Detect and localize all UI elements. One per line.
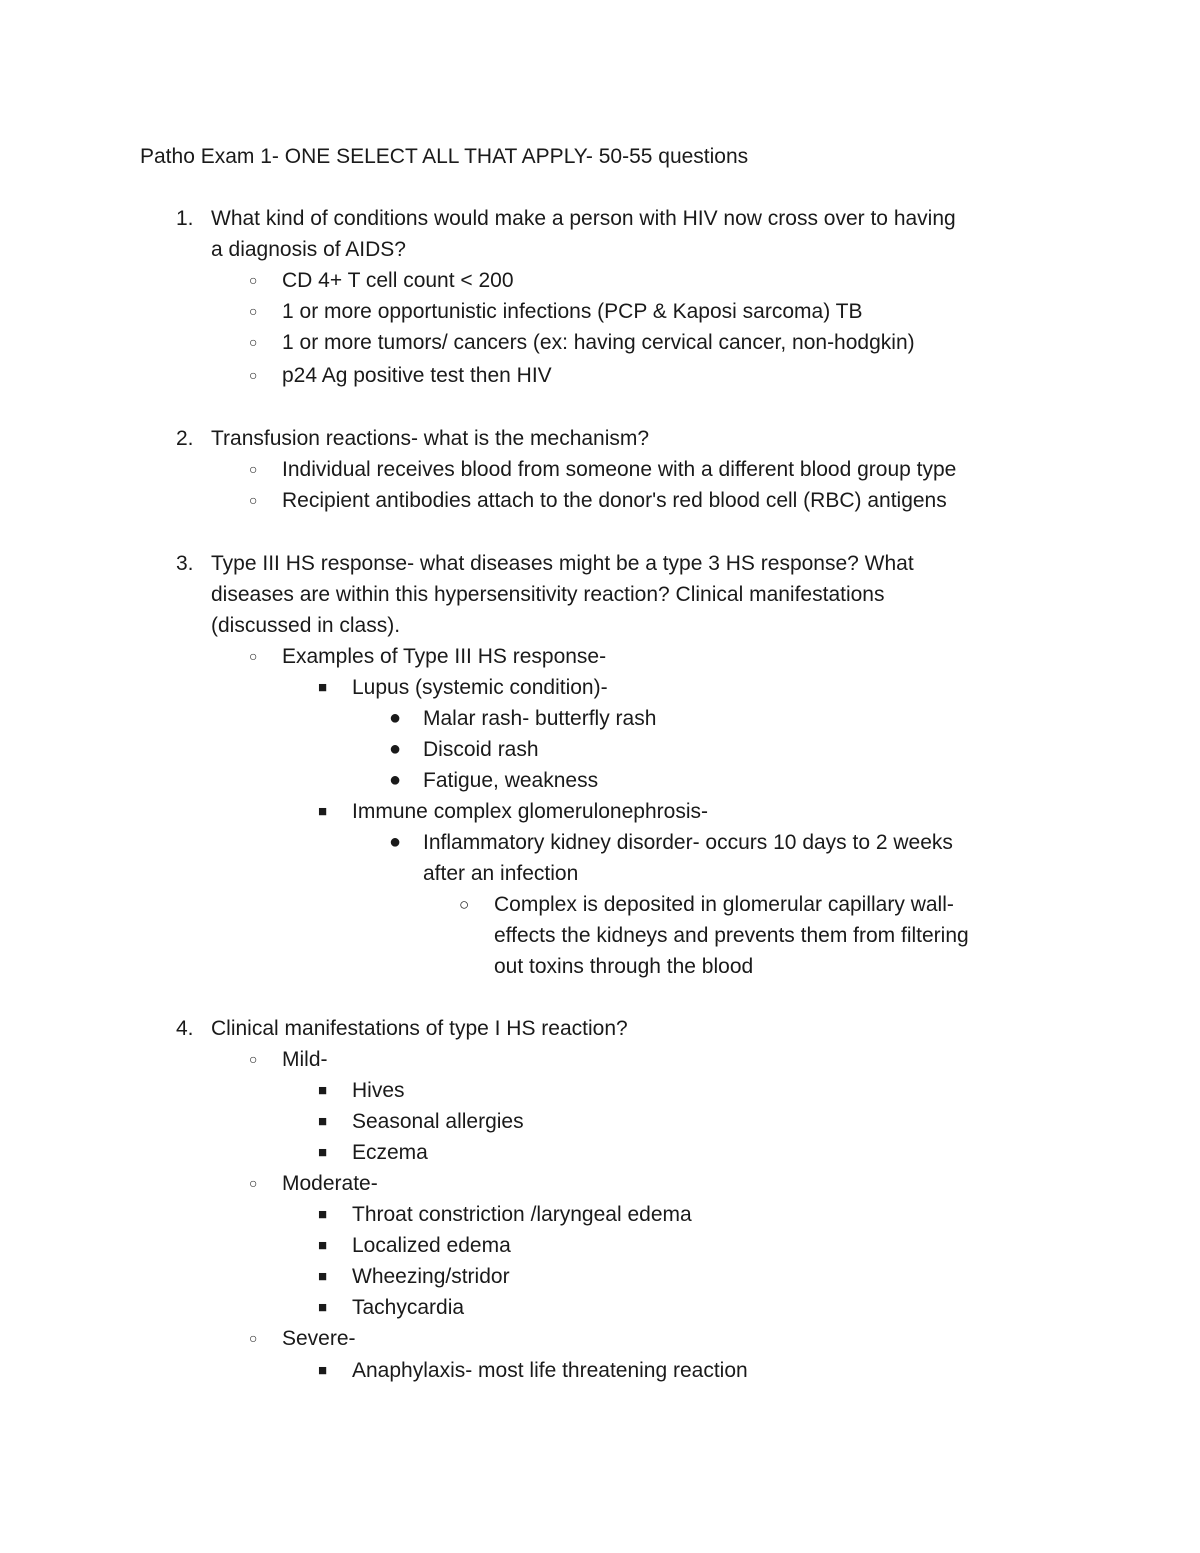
question-text: Type III HS response- what diseases might be a type 3 HS response? What xyxy=(211,552,914,575)
question-text: diseases are within this hypersensitivity reaction? Clinical manifestations xyxy=(211,583,885,606)
question-text: What kind of conditions would make a person with HIV now cross over to having xyxy=(211,207,956,230)
question-number: 3. xyxy=(176,552,194,575)
question-number: 4. xyxy=(176,1017,194,1040)
title-text: Patho Exam 1- ONE SELECT ALL THAT APPLY- 50-55 questions xyxy=(140,145,749,168)
question-number: 1. xyxy=(176,207,194,230)
question-text: a diagnosis of AIDS? xyxy=(211,238,406,261)
question-text: Clinical manifestations of type I HS reaction? xyxy=(211,1017,628,1040)
question-text: (discussed in class). xyxy=(211,614,401,637)
document-page: Patho Exam 1- ONE SELECT ALL THAT APPLY- 50-55 questions 1. What kind of conditions would make a person with HIV now cross over to having a diagnosis of AIDS? ○ CD 4+ T cell count < 200 ○ 1 or more opportunistic infections (PCP & Kaposi sarcoma) TB ○ 1 or more tumors/ cancers (ex: having cervical cancer, non-hodgkin) ○ p24 Ag positive test then HIV 2. Transfusion reactions- what is the mechanism? ○ Individual receives blood from someone with a different blood group type ○ Recipient antibodies attach to the donor's red blood cell (RBC) antigens 3. Type III HS response- what diseases might be a type 3 HS response? What diseases are within this hypersensitivity reaction? Clinical manifestations (discussed in class). ○ Examples of Type III HS response- ■ Lupus (systemic condition)- ● Malar rash- butterfly rash ● Discoid rash ● Fatigue, weakness ■ Immune complex glomerulonephrosis- ● Inflammatory kidney disorder- occurs 10 days to 2 weeks after an infection ○ Complex is deposited in glomerular capillary wall- effects the kidneys and prevents them from filtering out toxins through the blood 4. Clinical manifestations of type I HS reaction? ○ Mild- ■ Hives ■ Seasonal allergies ■ Eczema ○ Moderate- ■ Throat constriction /laryngeal edema ■ Localized edema ■ Wheezing/stridor ■ Tachycardia ○ Severe- ■ Anaphylaxis- most life threatening reaction xyxy=(0,0,1200,1553)
question-number: 2. xyxy=(176,427,194,450)
question-text: Transfusion reactions- what is the mechanism? xyxy=(211,427,650,450)
